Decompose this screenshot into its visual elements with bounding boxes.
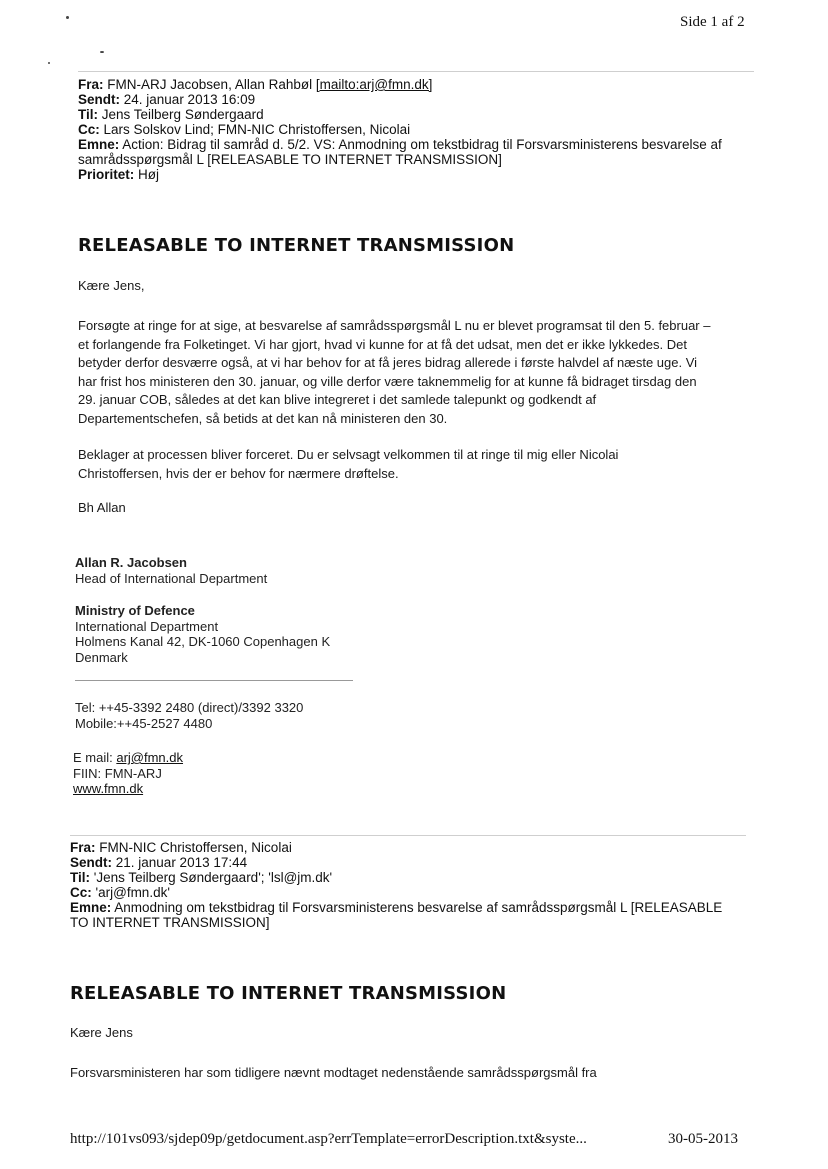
signature-tel: Tel: ++45-3392 2480 (direct)/3392 3320 bbox=[75, 700, 304, 715]
email2-paragraph-1: Forsvarsministeren har som tidligere nævnt modtaget nedenstående samrådsspørgsmål fra bbox=[70, 1065, 597, 1080]
signature-fiin: FIIN: FMN-ARJ bbox=[73, 765, 162, 781]
signature-block bbox=[75, 555, 267, 586]
email1-banner: RELEASABLE TO INTERNET TRANSMISSION bbox=[78, 235, 515, 256]
email2-banner: RELEASABLE TO INTERNET TRANSMISSION bbox=[70, 983, 507, 1004]
email1-mailto-link[interactable]: [mailto:arj@fmn.dk] bbox=[315, 77, 433, 92]
email1-cc: Cc: Lars Solskov Lind; FMN-NIC Christoffersen, Nicolai bbox=[78, 122, 411, 137]
scan-speck bbox=[100, 51, 104, 53]
signature-web-link[interactable]: www.fmn.dk bbox=[73, 781, 144, 796]
email1-paragraph-2: Beklager at processen bliver forceret. Du er selvsagt velkommen til at ringe til mig eller Nicolai Christoffersen, hvis der er behov for nærmere drøftelse. bbox=[78, 447, 619, 481]
footer-url: http://101vs093/sjdep09p/getdocument.asp?errTemplate=errorDescription.txt&syste... bbox=[70, 1131, 587, 1147]
email2-headers bbox=[70, 840, 722, 930]
signature-links bbox=[73, 750, 183, 797]
email1-greeting: Kære Jens, bbox=[78, 278, 145, 293]
page-number: Side 1 af 2 bbox=[680, 14, 745, 30]
email2-subject: Emne: Anmodning om tekstbidrag til Forsvarsministerens besvarelse af samrådsspørgsmål L [RELEASABLE bbox=[70, 900, 723, 915]
footer-date: 30-05-2013 bbox=[668, 1131, 738, 1147]
email2-sent: Sendt: 21. januar 2013 17:44 bbox=[70, 855, 248, 870]
email2-from: Fra: FMN-NIC Christoffersen, Nicolai bbox=[70, 840, 292, 855]
signature-contact bbox=[75, 700, 303, 731]
signature-org-block bbox=[75, 603, 330, 665]
email1-subject-cont: samrådsspørgsmål L [RELEASABLE TO INTERNET TRANSMISSION] bbox=[78, 152, 502, 167]
email1-headers bbox=[78, 77, 722, 182]
email1-sent: Sendt: 24. januar 2013 16:09 bbox=[78, 92, 256, 107]
signature-country: Denmark bbox=[75, 649, 128, 665]
signature-name: Allan R. Jacobsen bbox=[75, 555, 187, 570]
signature-web-line bbox=[73, 781, 183, 797]
signature-title: Head of International Department bbox=[75, 570, 268, 586]
signature-email-line: E mail: arj@fmn.dk bbox=[73, 750, 184, 765]
email2-cc: Cc: 'arj@fmn.dk' bbox=[70, 885, 170, 900]
signature-divider bbox=[75, 680, 353, 681]
email2-to: Til: 'Jens Teilberg Søndergaard'; 'lsl@jm.dk' bbox=[70, 870, 333, 885]
header-divider-2 bbox=[70, 835, 746, 836]
signature-address: Holmens Kanal 42, DK-1060 Copenhagen K bbox=[75, 634, 331, 649]
signature-dept: International Department bbox=[75, 618, 219, 634]
email1-to: Til: Jens Teilberg Søndergaard bbox=[78, 107, 264, 122]
email1-priority: Prioritet: Høj bbox=[78, 167, 160, 182]
signature-org: Ministry of Defence bbox=[75, 603, 195, 618]
scan-speck bbox=[66, 16, 69, 19]
email1-subject: Emne: Action: Bidrag til samråd d. 5/2. VS: Anmodning om tekstbidrag til Forsvarsministerens besvarelse af bbox=[78, 137, 722, 152]
signature-mobile: Mobile:++45-2527 4480 bbox=[75, 715, 213, 731]
email1-from: Fra: FMN-ARJ Jacobsen, Allan Rahbøl [mailto:arj@fmn.dk] bbox=[78, 77, 433, 92]
email2-subject-cont: TO INTERNET TRANSMISSION] bbox=[70, 915, 270, 930]
scan-speck bbox=[48, 62, 50, 64]
email1-closing: Bh Allan bbox=[78, 500, 126, 515]
header-divider bbox=[78, 71, 754, 72]
signature-email-link[interactable]: arj@fmn.dk bbox=[116, 750, 184, 765]
email2-greeting: Kære Jens bbox=[70, 1025, 133, 1040]
email1-paragraph-1: Forsøgte at ringe for at sige, at besvarelse af samrådsspørgsmål L nu er blevet programsat til den 5. februar – et forlangende fra Folketinget. Vi har gjort, hvad vi kunne for at få det udsat, men det er ikke lykkedes. Det betyder derfor desværre også, at vi har behov for at få jeres bidrag allerede i første halvdel af næste uge. Vi har frist hos ministeren den 30. januar, og ville derfor være taknemmelig for at kunne få bidraget tirsdag den 29. januar COB, således at det kan blive integreret i det samlede talepunkt og godkendt af Departementschefen, så betids at det kan nå ministeren den 30. bbox=[78, 318, 711, 426]
